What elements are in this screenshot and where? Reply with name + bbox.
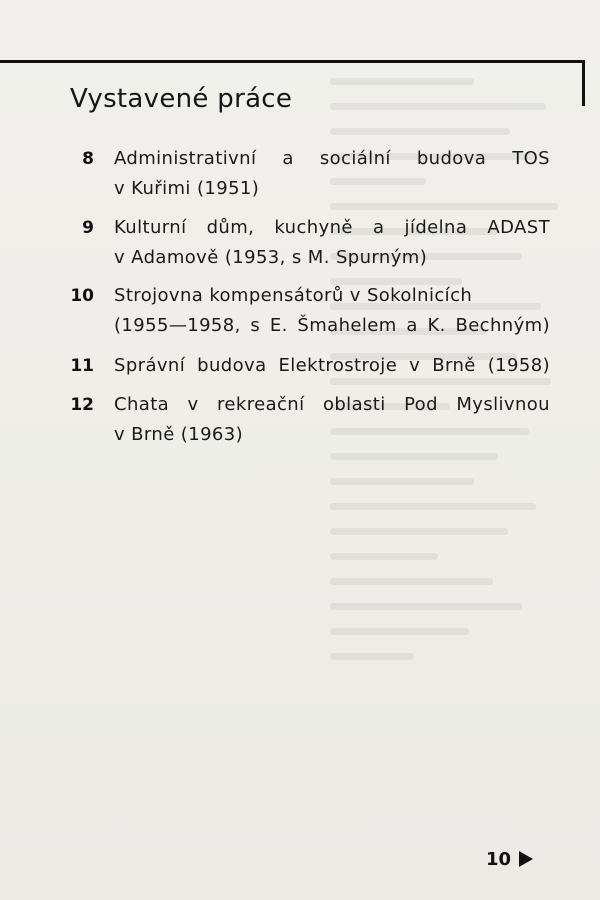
- work-line: Chata v rekreační oblasti Pod Myslivnou: [114, 394, 550, 415]
- triangle-right-icon: [519, 851, 533, 867]
- work-line: v Brně (1963): [114, 424, 244, 445]
- right-edge-rule: [582, 60, 585, 106]
- work-line: (1955—1958, s E. Šmahelem a K. Bechným): [114, 315, 550, 336]
- work-line: v Adamově (1953, s M. Spurným): [114, 247, 428, 268]
- work-description: [114, 144, 550, 204]
- work-number: 12: [70, 395, 94, 415]
- work-number: 9: [82, 218, 94, 238]
- work-line: Správní budova Elektrostroje v Brně (1958): [114, 355, 550, 376]
- work-line: Strojovna kompensátorů v Sokolnicích: [114, 285, 473, 306]
- work-line: Kulturní dům, kuchyně a jídelna ADAST: [114, 217, 550, 238]
- work-line: Administrativní a sociální budova TOS: [114, 148, 550, 169]
- work-number: 11: [70, 356, 94, 376]
- work-description: [114, 281, 550, 341]
- work-line: v Kuřimi (1951): [114, 178, 260, 199]
- page-title: Vystavené práce: [70, 84, 293, 114]
- work-description: [114, 351, 550, 381]
- work-number: 8: [82, 149, 94, 169]
- top-rule: [0, 60, 583, 63]
- work-number: 10: [70, 286, 94, 306]
- work-description: [114, 213, 550, 273]
- page-number: 10: [486, 849, 512, 870]
- work-description: [114, 390, 550, 450]
